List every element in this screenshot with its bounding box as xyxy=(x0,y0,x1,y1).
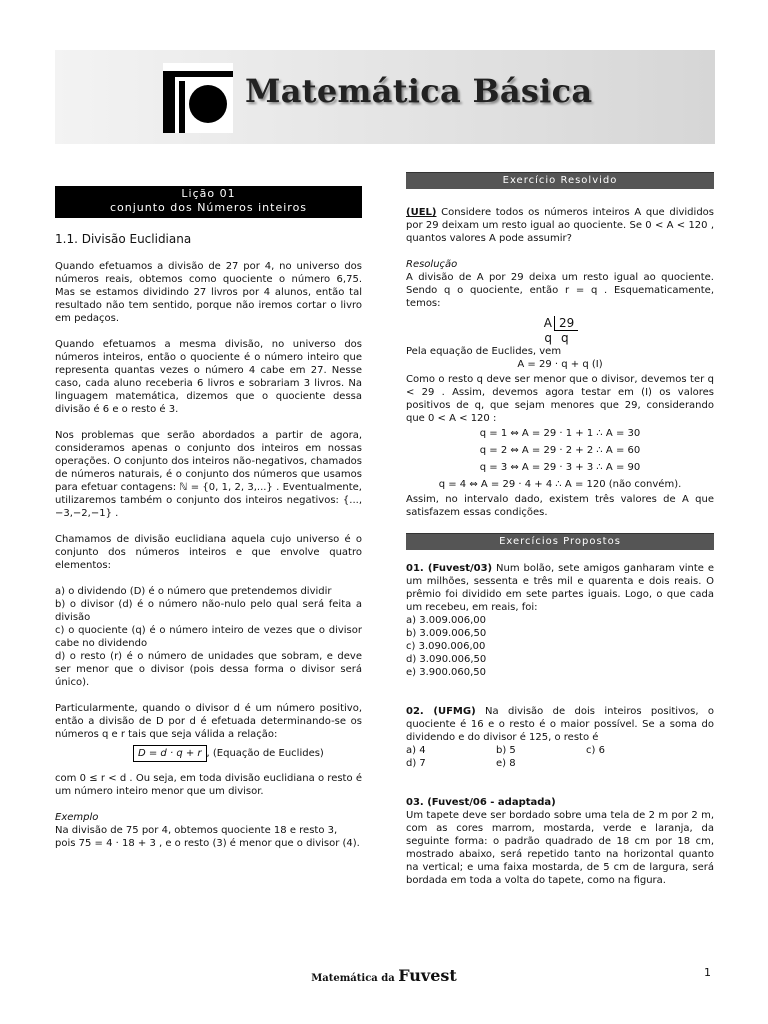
option: c) 6 xyxy=(586,745,605,756)
example-line-2: pois 75 = 4 · 18 + 3 , e o resto (3) é menor que o divisor (4). xyxy=(55,838,360,849)
option: e) 3.900.060,50 xyxy=(406,667,487,678)
exercise-2 xyxy=(406,705,714,770)
option: b) 5 xyxy=(496,745,516,756)
test-line: q = 4 ⇔ A = 29 · 4 + 4 ∴ A = 120 (não convém). xyxy=(438,479,682,490)
exercise-1-text: Num bolão, sete amigos ganharam vinte e um milhões, sessenta e três mil e quarenta e dois reais. O prêmio foi dividido em sete partes iguais. Logo, o que cada um recebeu, em reais, foi: xyxy=(406,563,714,613)
footer-small: Matemática da xyxy=(311,973,395,984)
list-item: c) o quociente (q) é o número inteiro de vezes que o divisor cabe no dividendo xyxy=(55,625,362,649)
example-label: Exemplo xyxy=(55,812,99,823)
exercise-1 xyxy=(406,562,714,679)
formula-row xyxy=(133,745,362,762)
exercise-3 xyxy=(406,796,714,887)
formula-label: , (Equação de Euclides) xyxy=(206,748,324,759)
paragraph-3: Nos problemas que serão abordados a partir de agora, consideramos apenas o conjunto dos inteiros em nossas operações. O conjunto dos inteiros não-negativos, chamados de números naturais, é o conjunto dos números que usamos para efetuar contagens: ℕ = {0, 1, 2, 3,...} . Eventualmente, utilizaremos também o conjunto dos inteiros negativos: {...,−3,−2,−1} . xyxy=(55,430,362,519)
exercise-2-options xyxy=(406,744,714,770)
uel-problem xyxy=(406,206,714,245)
option: d) 7 xyxy=(406,758,426,769)
left-column xyxy=(55,186,362,850)
uel-text: Considere todos os números inteiros A que divididos por 29 deixam um resto igual ao quociente. Se 0 < A < 120 , quantos valores A pode assumir? xyxy=(406,207,714,244)
resolucao-text: A divisão de A por 29 deixa um resto igual ao quociente. Sendo q o quociente, então r = q . Esquematicamente, temos: xyxy=(406,272,714,309)
conclusion: Assim, no intervalo dado, existem três valores de A que satisfazem essas condições. xyxy=(406,494,714,518)
paragraph-5: Particularmente, quando o divisor d é um número positivo, então a divisão de D por d é efetuada determinando-se os números q e r tais que seja válida a relação: xyxy=(55,703,362,740)
page-number: 1 xyxy=(704,966,711,979)
footer-big: Fuvest xyxy=(398,966,457,985)
option: a) 3.009.006,00 xyxy=(406,615,487,626)
division-remainder: q xyxy=(544,331,552,345)
footer xyxy=(0,966,768,985)
option: a) 4 xyxy=(406,745,426,756)
exercise-3-text: Um tapete deve ser bordado sobre uma tela de 2 m por 2 m, com as cores marrom, mostarda, verde e laranja, da seguinte forma: o padrão quadrado de 18 cm por 18 cm, mostrado abaixo, será repetido tanto na horizontal quanto na vertical; e uma faixa mostarda, de 5 cm de largura, será bordada em toda a volta do tapete, como na figura. xyxy=(406,810,714,886)
option: c) 3.090.006,00 xyxy=(406,641,486,652)
test-line: q = 2 ⇔ A = 29 · 2 + 2 ∴ A = 60 xyxy=(479,445,641,456)
como-text: Como o resto q deve ser menor que o divisor, devemos ter q < 29 . Assim, devemos agora testar em (I) os valores positivos de q, que sejam menores que 29, considerando que 0 < A < 120 : xyxy=(406,374,714,424)
division-quotient: q xyxy=(561,331,569,345)
lesson-header xyxy=(55,186,362,218)
list-item: a) o dividendo (D) é o número que pretendemos dividir xyxy=(55,586,332,597)
paragraph-6: com 0 ≤ r < d . Ou seja, em toda divisão euclidiana o resto é um número inteiro menor que um divisor. xyxy=(55,773,362,797)
division-divisor: 29 xyxy=(554,316,578,331)
exercise-2-text: Na divisão de dois inteiros positivos, o quociente é 16 e o resto é o maior possível. Se a soma do dividendo e do divisor é 125, o resto é xyxy=(406,706,714,743)
lesson-number: Lição 01 xyxy=(181,187,236,200)
exercise-2-tag: 02. (UFMG) xyxy=(406,706,476,717)
division-dividend: A xyxy=(543,316,552,330)
euclides-equation: A = 29 · q + q (I) xyxy=(517,359,603,370)
resolucao-label: Resolução xyxy=(406,259,458,270)
logo-icon xyxy=(163,63,233,133)
section-title: 1.1. Divisão Euclidiana xyxy=(55,232,192,246)
page-title: Matemática Básica xyxy=(245,72,593,110)
test-line: q = 1 ⇔ A = 29 · 1 + 1 ∴ A = 30 xyxy=(479,428,641,439)
exercise-3-tag: 03. (Fuvest/06 - adaptada) xyxy=(406,797,556,808)
paragraph-4: Chamamos de divisão euclidiana aquela cujo universo é o conjunto dos números inteiros e que envolve quatro elementos: xyxy=(55,534,362,571)
list-item: b) o divisor (d) é o número não-nulo pelo qual será feita a divisão xyxy=(55,599,362,623)
option: b) 3.009.006,50 xyxy=(406,628,487,639)
example-line-1: Na divisão de 75 por 4, obtemos quociente 18 e resto 3, xyxy=(55,825,338,836)
division-scheme xyxy=(540,316,580,345)
tests-block xyxy=(406,425,714,493)
euclides-line: Pela equação de Euclides, vem xyxy=(406,346,562,357)
elements-list xyxy=(55,585,362,689)
proposed-exercises-header: Exercícios Propostos xyxy=(406,533,714,550)
header-banner xyxy=(55,50,715,144)
option: d) 3.090.006,50 xyxy=(406,654,487,665)
option: e) 8 xyxy=(496,758,516,769)
lesson-subject: conjunto dos Números inteiros xyxy=(109,201,308,214)
right-column xyxy=(406,172,714,887)
paragraph-2: Quando efetuamos a mesma divisão, no universo dos números inteiros, então o quociente é o número inteiro que representa quantas vezes o número 4 cabe em 27. Nesse caso, cada aluno receberia 6 livros e sobrariam 3 livros. Na linguagem matemática, dizemos que o quociente dessa divisão é 6 e o resto é 3. xyxy=(55,339,362,415)
uel-tag: (UEL) xyxy=(406,207,437,218)
solved-exercise-header: Exercício Resolvido xyxy=(406,172,714,189)
euclides-formula: D = d · q + r xyxy=(133,745,207,762)
paragraph-1: Quando efetuamos a divisão de 27 por 4, no universo dos números reais, obtemos como quociente o número 6,75. Mas se estamos dividindo 27 livros por 4 alunos, então tal resultado não tem sentido, porque não iremos cortar o livro em pedaços. xyxy=(55,261,362,324)
test-line: q = 3 ⇔ A = 29 · 3 + 3 ∴ A = 90 xyxy=(479,462,641,473)
exercise-1-tag: 01. (Fuvest/03) xyxy=(406,563,493,574)
list-item: d) o resto (r) é o número de unidades que sobram, e deve ser menor que o divisor (pois dessa forma o divisor será único). xyxy=(55,651,362,688)
